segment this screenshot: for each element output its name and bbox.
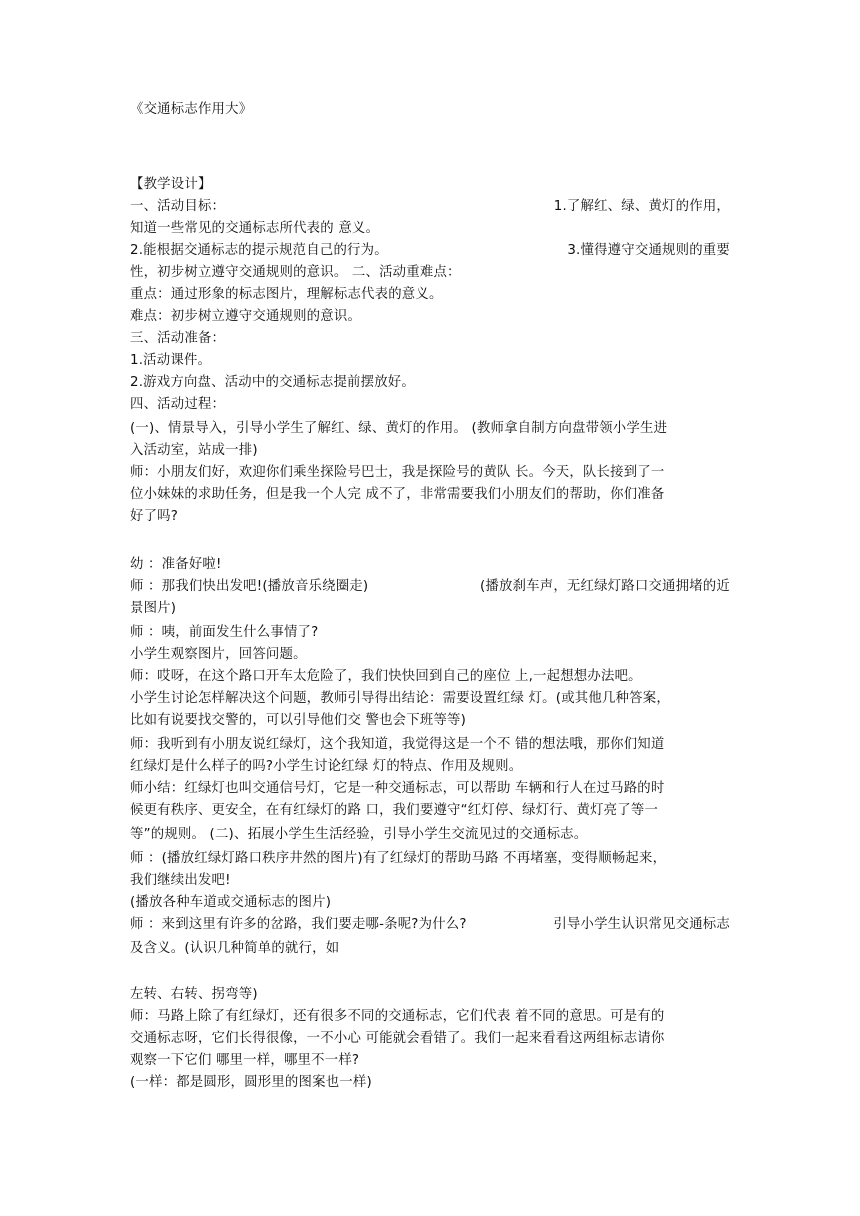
paragraph-line: (播放各种车道或交通标志的图片) [130, 895, 332, 910]
paragraph-line: 师 ：(播放红绿灯路口秩序井然的图片)有了红绿灯的帮助马路 不再堵塞，变得顺畅起来， [130, 851, 667, 866]
text-segment: (播放刹车声，无红绿灯路口交通拥堵的近 [479, 579, 730, 594]
section-heading: 【教学设计】 [130, 177, 212, 192]
text-segment: 师 ：来到这里有许多的岔路，我们要走哪-条呢?为什么? [130, 917, 467, 932]
paragraph-line: 好了吗? [130, 509, 179, 524]
paragraph-line: 小学生讨论怎样解决这个问题，教师引导得出结论：需要设置红绿 灯。(或其他几种答案， [130, 691, 670, 706]
goal-1: 1.了解红、绿、黄灯的作用， [553, 199, 730, 214]
doc-title: 《交通标志作用大》 [130, 102, 253, 117]
paragraph-line: 知道一些常见的交通标志所代表的 意义。 [130, 221, 380, 236]
goal-line [130, 196, 730, 218]
goal-2: 2.能根据交通标志的提示规范自己的行为。 [130, 243, 388, 258]
paragraph-line: 红绿灯是什么样子的吗?小学生讨论红绿 灯的特点、作用及规则。 [130, 759, 523, 774]
paragraph-line: 左转、右转、拐弯等) [130, 987, 258, 1002]
paragraph-line: 位小妹妹的求助任务，但是我一个人完 成不了，非常需要我们小朋友们的帮助，你们准备 [130, 487, 665, 502]
paragraph-line: 入活动室，站成一排) [130, 443, 258, 458]
paragraph-line: 难点：初步树立遵守交通规则的意识。 [130, 309, 362, 324]
paragraph-line: 比如有说要找交警的，可以引导他们交 警也会下班等等) [130, 713, 467, 728]
paragraph-line: 候更有秩序、更安全，在有红绿灯的路 口，我们要遵守“红灯停、绿灯行、黄灯亮了等一 [130, 803, 659, 818]
goal-line-2 [130, 240, 730, 262]
paragraph-line: 交通标志呀，它们长得很像，一不小心 可能就会看错了。我们一起来看看这两组标志请你 [130, 1031, 665, 1046]
paragraph-line: 1.活动课件。 [130, 353, 212, 368]
paragraph-line: 幼 ：准备好啦! [130, 557, 222, 572]
paragraph-line: (一)、情景导入，引导小学生了解红、绿、黄灯的作用。 (教师拿自制方向盘带领小学生进 [130, 421, 668, 436]
text-segment: 引导小学生认识常见交通标志 [553, 917, 730, 932]
paragraph-line: (一样：都是圆形，圆形里的图案也一样) [130, 1075, 372, 1090]
paragraph-line: 观察一下它们 哪里一样，哪里不一样? [130, 1053, 360, 1068]
paragraph-line: 师：马路上除了有红绿灯，还有很多不同的交通标志，它们代表 着不同的意思。可是有的 [130, 1009, 665, 1024]
paragraph-line: 性，初步树立遵守交通规则的意识。 二、活动重难点： [130, 265, 461, 280]
paragraph-line-split [130, 914, 730, 936]
paragraph-line: 师：小朋友们好，欢迎你们乘坐探险号巴士，我是探险号的黄队 长。今天，队长接到了一 [130, 465, 665, 480]
paragraph-line: 我们继续出发吧! [130, 873, 231, 888]
paragraph-line: 2.游戏方向盘、活动中的交通标志提前摆放好。 [130, 375, 415, 390]
paragraph-line: 师：我听到有小朋友说红绿灯，这个我知道，我觉得这是一个不 错的想法哦，那你们知道 [130, 737, 665, 752]
paragraph-line: 重点：通过形象的标志图片，理解标志代表的意义。 [130, 287, 443, 302]
goal-heading: 一、活动目标： [130, 199, 226, 214]
paragraph-line-split [130, 576, 730, 598]
paragraph-line: 及含义。(认识几种简单的就行，如 [130, 941, 340, 956]
paragraph-line: 景图片) [130, 601, 177, 616]
paragraph-line: 师 ：咦，前面发生什么事情了? [130, 625, 319, 640]
section-heading-4: 四、活动过程： [130, 397, 226, 412]
paragraph-line: 师：哎呀，在这个路口开车太危险了，我们快快回到自己的座位 上,一起想想办法吧。 [130, 669, 642, 684]
goal-3: 3.懂得遵守交通规则的重要 [567, 243, 730, 258]
paragraph-line: 小学生观察图片，回答问题。 [130, 647, 307, 662]
paragraph-line: 等”的规则。 (二)、拓展小学生生活经验，引导小学生交流见过的交通标志。 [130, 827, 588, 842]
text-segment: 师 ：那我们快出发吧!(播放音乐绕圈走) [130, 579, 369, 594]
paragraph-line: 师小结：红绿灯也叫交通信号灯，它是一种交通标志，可以帮助 车辆和行人在过马路的时 [130, 781, 665, 796]
section-heading-3: 三、活动准备： [130, 331, 226, 346]
